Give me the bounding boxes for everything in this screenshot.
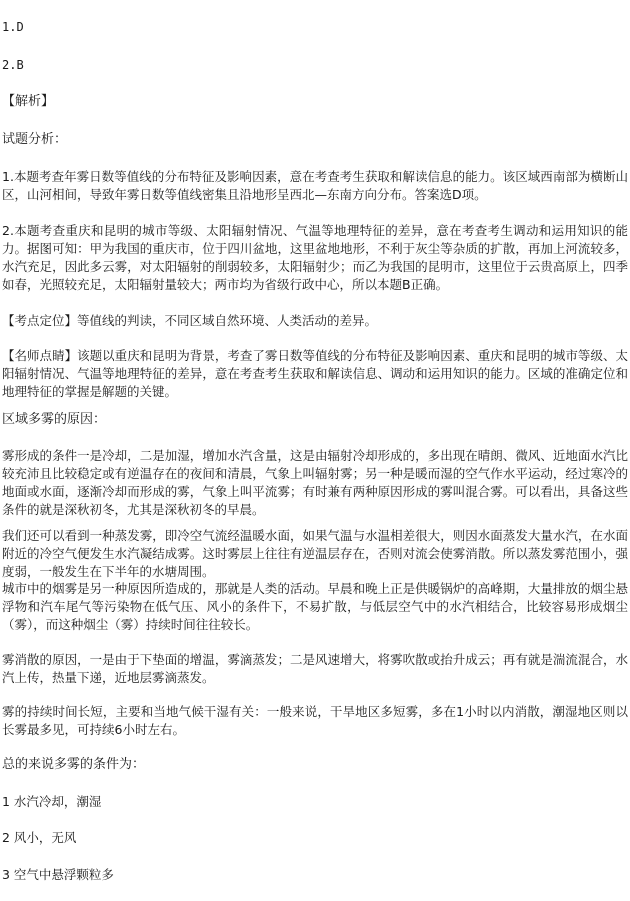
explanation-2: 2.本题考查重庆和昆明的城市等级、太阳辐射情况、气温等地理特征的差异，意在考查考生调动和运用知识的能力。据图可知：甲为我国的重庆市，位于四川盆地，这里盆地地形，不利于灰尘等杂质的扩散，再加上河流较多，水汽充足，因此多云雾，对太阳辐射的削弱较多，太阳辐射少；而乙为我国的昆明市，这里位于云贵高原上，四季如春，光照较充足，太阳辐射量较大；两市均为省级行政中心，所以本题B正确。 bbox=[2, 223, 628, 292]
fog-paragraph-dissipation: 雾消散的原因，一是由于下垫面的增温，雾滴蒸发；二是风速增大，将雾吹散或抬升成云；再有就是湍流混合，水汽上传，热量下递，近地层雾滴蒸发。 bbox=[2, 652, 628, 685]
analysis-heading: 【解析】 bbox=[2, 94, 55, 109]
fog-heading: 区域多雾的原因： bbox=[2, 412, 107, 427]
explanation-1: 1.本题考查年雾日数等值线的分布特征及影响因素，意在考查考生获取和解读信息的能力。该区域西南部为横断山区，山河相间，导致年雾日数等值线密集且沿地形呈西北—东南方向分布。答案选D项。 bbox=[2, 169, 628, 202]
fog-paragraph-evaporation: 我们还可以看到一种蒸发雾，即冷空气流经温暖水面，如果气温与水温相差很大，则因水面蒸发大量水汽，在水面附近的冷空气便发生水汽凝结成雾。这时雾层上往往有逆温层存在，否则对流会使雾消散。所以蒸发雾范围小，强度弱，一般发生在下半年的水塘周围。 bbox=[2, 528, 628, 579]
analysis-subheading: 试题分析： bbox=[2, 132, 68, 147]
answer-2: 2.B bbox=[2, 58, 24, 72]
condition-item: 2 风小，无风 bbox=[2, 830, 77, 845]
condition-item: 3 空气中悬浮颗粒多 bbox=[2, 867, 114, 882]
fog-paragraph-formation: 雾形成的条件一是冷却，二是加湿，增加水汽含量，这是由辐射冷却形成的，多出现在晴朗、微风、近地面水汽比较充沛且比较稳定或有逆温存在的夜间和清晨，气象上叫辐射雾；另一种是暖而湿的空气作水平运动，经过寒冷的地面或水面，逐渐冷却而形成的雾，气象上叫平流雾；有时兼有两种原因形成的雾叫混合雾。可以看出，具备这些条件的就是深秋初冬，尤其是深秋初冬的早晨。 bbox=[2, 448, 628, 517]
kaodian-note: 【考点定位】等值线的判读，不同区域自然环境、人类活动的差异。 bbox=[2, 313, 378, 328]
answer-1: 1.D bbox=[2, 20, 24, 34]
mingshi-note: 【名师点睛】该题以重庆和昆明为背景，考查了雾日数等值线的分布特征及影响因素、重庆和昆明的城市等级、太阳辐射情况、气温等地理特征的差异，意在考查考生获取和解读信息、调动和运用知识的能力。区域的准确定位和地理特征的掌握是解题的关键。 bbox=[2, 348, 628, 399]
summary-heading: 总的来说多雾的条件为： bbox=[2, 757, 146, 772]
fog-paragraph-urban: 城市中的烟雾是另一种原因所造成的，那就是人类的活动。早晨和晚上正是供暖锅炉的高峰期，大量排放的烟尘悬浮物和汽车尾气等污染物在低气压、风小的条件下，不易扩散，与低层空气中的水汽相结合，比较容易形成烟尘（雾），而这种烟尘（雾）持续时间往往较长。 bbox=[2, 581, 628, 632]
condition-item: 1 水汽冷却，潮湿 bbox=[2, 794, 102, 809]
fog-paragraph-duration: 雾的持续时间长短，主要和当地气候干湿有关：一般来说，干旱地区多短雾，多在1小时以内消散，潮湿地区则以长雾最多见，可持续6小时左右。 bbox=[2, 704, 628, 737]
